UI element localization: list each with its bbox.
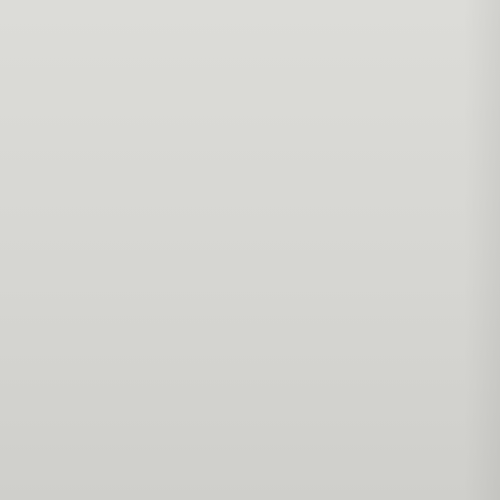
paragraph-1 [58, 36, 458, 48]
body-text [58, 36, 458, 72]
paragraph-2 [58, 48, 458, 60]
paragraph-3 [58, 60, 458, 72]
page-edge-shadow [464, 0, 500, 500]
page-heading [58, 0, 458, 24]
text-column [58, 0, 458, 72]
